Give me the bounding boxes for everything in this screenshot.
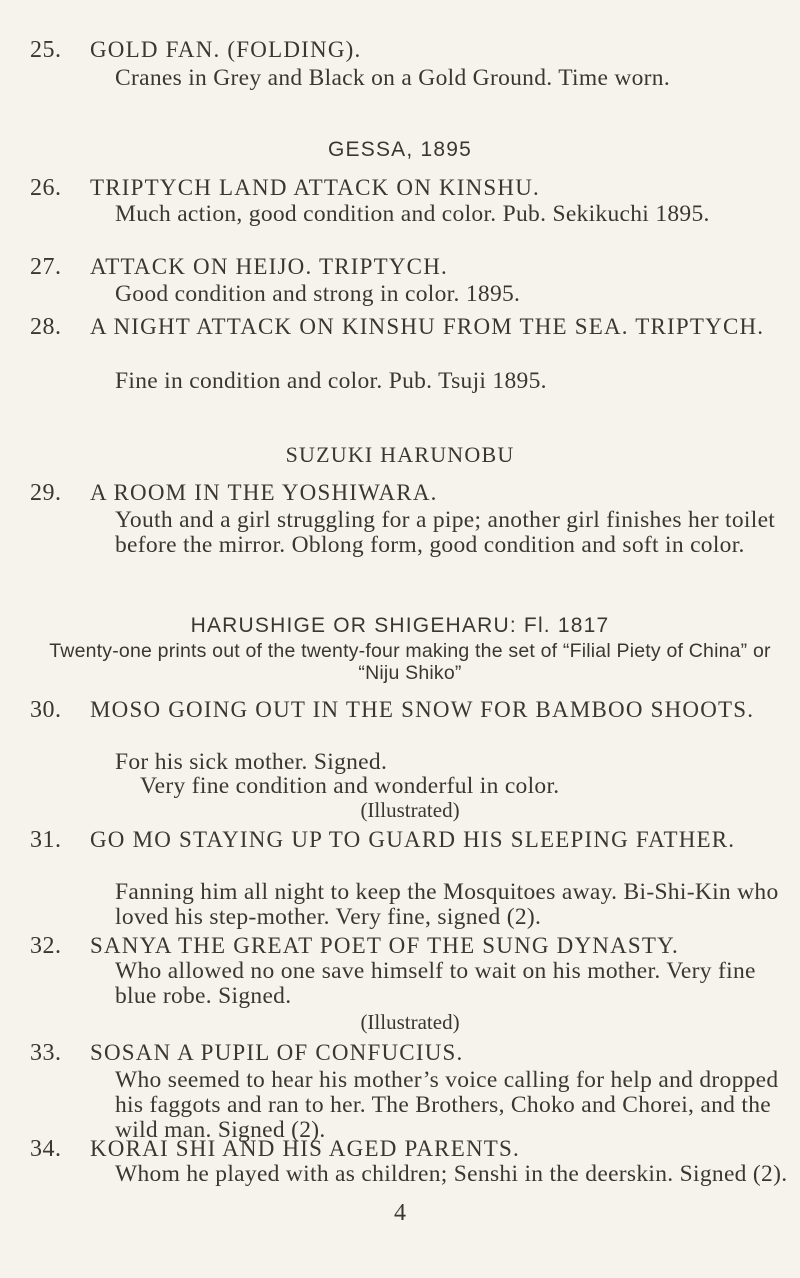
lot-description: Fine in condition and color. Pub. Tsuji 1895. xyxy=(115,368,547,394)
lot-title: TRIPTYCH LAND ATTACK ON KINSHU. xyxy=(90,175,540,200)
lot-number: 30. xyxy=(30,697,62,723)
artist-heading-suzuki: SUZUKI HARUNOBU xyxy=(285,442,515,467)
lot-title: A NIGHT ATTACK ON KINSHU FROM THE SEA. TRIPTYCH. xyxy=(90,314,765,339)
lot-title: SOSAN A PUPIL OF CONFUCIUS. xyxy=(90,1040,464,1065)
illustrated-note: (Illustrated) xyxy=(360,798,460,822)
lot-number: 29. xyxy=(30,480,62,506)
lot-number: 26. xyxy=(30,175,62,201)
lot-description: Youth and a girl struggling for a pipe; another girl finishes her toilet before the mirror. Oblong form, good condition and soft in color. xyxy=(115,507,776,558)
lot-number: 25. xyxy=(30,37,62,63)
illustrated-note: (Illustrated) xyxy=(360,1010,460,1034)
lot-title: SANYA THE GREAT POET OF THE SUNG DYNASTY. xyxy=(90,933,679,958)
lot-title: GO MO STAYING UP TO GUARD HIS SLEEPING FATHER. xyxy=(90,827,736,852)
lot-description: For his sick mother. Signed. xyxy=(115,749,388,775)
lot-number: 28. xyxy=(30,314,62,340)
lot-title: A ROOM IN THE YOSHIWARA. xyxy=(90,480,438,505)
lot-description: Cranes in Grey and Black on a Gold Ground. Time worn. xyxy=(115,65,671,91)
lot-description: Who allowed no one save himself to wait on his mother. Very fine blue robe. Signed. xyxy=(115,958,756,1009)
lot-number: 32. xyxy=(30,933,62,959)
lot-number: 27. xyxy=(30,254,62,280)
series-introduction: Twenty-one prints out of the twenty-four making the set of “Filial Piety of China” or “Niju Shiko” xyxy=(49,640,771,684)
lot-title: KORAI SHI AND HIS AGED PARENTS. xyxy=(90,1136,520,1161)
artist-heading-harushige: HARUSHIGE OR SHIGEHARU: Fl. 1817 xyxy=(190,614,610,637)
lot-description: Fanning him all night to keep the Mosquitoes away. Bi-Shi-Kin who loved his step-mother. Very fine, signed (2). xyxy=(115,879,779,930)
lot-description: Who seemed to hear his mother’s voice calling for help and dropped his faggots and ran to her. The Brothers, Choko and Chorei, and the wild man. Signed (2). xyxy=(115,1067,779,1143)
lot-title: GOLD FAN. (FOLDING). xyxy=(90,37,362,62)
lot-title: MOSO GOING OUT IN THE SNOW FOR BAMBOO SHOOTS. xyxy=(90,697,755,722)
lot-description: Much action, good condition and color. Pub. Sekikuchi 1895. xyxy=(115,201,710,227)
lot-description: Whom he played with as children; Senshi in the deerskin. Signed (2). xyxy=(115,1161,788,1187)
page-number: 4 xyxy=(394,1200,406,1226)
lot-title: ATTACK ON HEIJO. TRIPTYCH. xyxy=(90,254,448,279)
lot-condition: Very fine condition and wonderful in color. xyxy=(140,773,560,799)
lot-number: 33. xyxy=(30,1040,62,1066)
lot-number: 31. xyxy=(30,827,62,853)
artist-heading-gessa: GESSA, 1895 xyxy=(328,138,472,161)
lot-description: Good condition and strong in color. 1895. xyxy=(115,281,521,307)
lot-number: 34. xyxy=(30,1136,62,1162)
